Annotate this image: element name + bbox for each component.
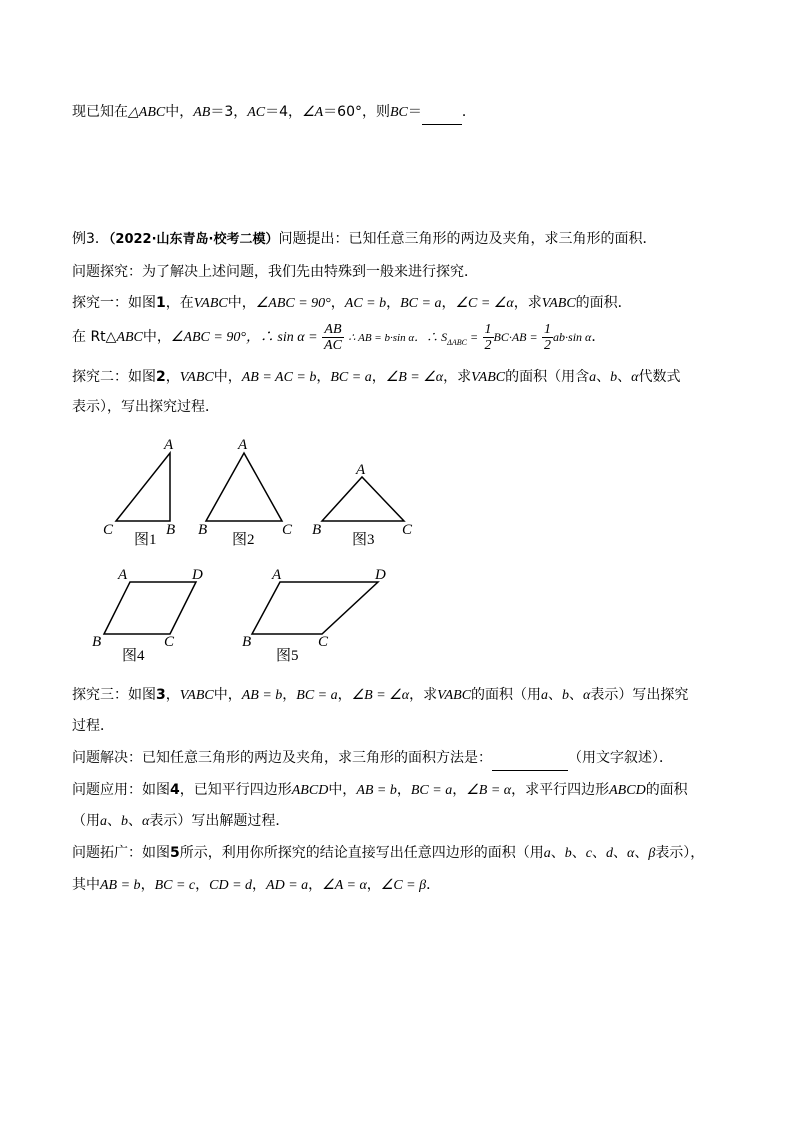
math-expr: CD = d (209, 878, 253, 893)
fig5-vertex-a: A (272, 567, 282, 583)
var: α (631, 370, 639, 385)
math-expr: ab·sin α (553, 330, 592, 344)
var: c (585, 846, 592, 861)
math-expr: BC = a (296, 688, 338, 703)
text: 其中 (72, 877, 100, 893)
fig2-vertex-c: C (282, 522, 293, 538)
text: ． (426, 877, 441, 893)
text: 问题解决：已知任意三角形的两边及夹角，求三角形的面积方法是： (72, 750, 492, 766)
segment-label: AC (247, 105, 266, 120)
text: ， (330, 295, 345, 311)
fig5-vertex-d: D (375, 567, 386, 583)
text: 、 (591, 845, 606, 861)
math-expr: AC = b (344, 296, 387, 311)
text: ． (591, 329, 606, 345)
math-expr: ∠C = ∠α (455, 296, 514, 311)
fig2-caption: 图2 (232, 532, 255, 548)
math-expr: BC·AB = (493, 330, 538, 344)
fig5-caption: 图5 (276, 648, 299, 664)
math-expr: AB = b (356, 783, 397, 798)
explore-2-line2: 表示），写出探究过程． (72, 399, 219, 415)
triangle-label: △ABC (128, 105, 166, 120)
example-source: （2022·山东青岛·校考二模） (108, 232, 279, 247)
text: ， (165, 369, 180, 385)
text: 表示）写出探究 (590, 687, 689, 703)
text: ，已知平行四边形 (179, 782, 292, 798)
math-expr: ∠ABC = 90° (170, 330, 246, 345)
text: ， (308, 877, 323, 893)
triangle-label: VABC (541, 296, 576, 311)
text: 在 Rt△ (72, 329, 117, 345)
shape-label: ABCD (291, 783, 329, 798)
figure-number: 3 (156, 687, 166, 703)
math-expr: BC = a (330, 370, 372, 385)
math-expr: ∠A = α (322, 878, 367, 893)
triangle-label: VABC (179, 688, 214, 703)
fig2-vertex-b: B (198, 522, 208, 538)
math-expr: AB = b (241, 688, 283, 703)
math-expr: ∠C = β (380, 878, 427, 893)
triangle-label: ABC (116, 330, 143, 345)
var: α (583, 688, 591, 703)
figure-5-quadrilateral (252, 582, 378, 634)
text: 中， (213, 687, 242, 703)
problem-apply (72, 780, 688, 801)
text: 中， (227, 295, 256, 311)
figure-1-triangle (116, 453, 170, 521)
text: 探究一：如图 (72, 295, 156, 311)
text: ． (461, 104, 476, 120)
previous-question (72, 102, 476, 125)
fig4-vertex-c: C (164, 634, 175, 650)
fraction-ab-ac (322, 322, 344, 353)
answer-blank (492, 750, 568, 771)
text: 的面积（用含 (505, 369, 590, 385)
subscript: ΔABC (447, 337, 467, 347)
rt-derivation (72, 320, 605, 360)
numerator: 1 (484, 321, 492, 337)
segment-label: BC (390, 105, 408, 120)
text: 、 (617, 369, 632, 385)
fraction-half (542, 322, 553, 353)
example-number: 例3． (72, 231, 109, 247)
text: ， (282, 687, 297, 703)
explore-3-line2: 过程． (72, 718, 114, 734)
segment-label: AB (193, 105, 211, 120)
var: α (626, 846, 635, 861)
math-expr: ∠B = α (466, 783, 512, 798)
problem-apply-line2 (72, 811, 289, 832)
fig1-vertex-b: B (166, 522, 176, 538)
text: 表示）， (655, 845, 705, 861)
figure-3-triangle (322, 477, 404, 521)
text: 的面积． (575, 295, 632, 311)
text: 、 (548, 687, 563, 703)
figure-4-parallelogram (104, 582, 196, 634)
answer-blank (422, 104, 462, 125)
text: ，求 (409, 687, 438, 703)
text: 中， (213, 369, 242, 385)
text: ＝3， (210, 104, 248, 120)
var: b (610, 370, 618, 385)
text: 表示）写出解题过程． (149, 813, 290, 829)
var: a (543, 846, 551, 861)
text: （用 (72, 813, 100, 829)
fig3-caption: 图3 (352, 532, 375, 548)
text: ＝ (407, 104, 422, 120)
explore-1 (72, 293, 632, 314)
fig5-vertex-c: C (318, 634, 329, 650)
explore-3 (72, 685, 688, 706)
math-expr: AD = a (266, 878, 309, 893)
explore-intro: 问题探究：为了解决上述问题，我们先由特殊到一般来进行探究． (72, 264, 478, 280)
explore-2 (72, 367, 680, 388)
denominator: 2 (484, 337, 492, 353)
figure-number: 2 (156, 369, 166, 385)
fig3-vertex-b: B (312, 522, 322, 538)
denominator: AC (324, 337, 342, 353)
math-expr: ，∴ sin α = (245, 330, 318, 345)
triangle-label: VABC (437, 688, 472, 703)
math-expr: BC = a (410, 783, 453, 798)
var: a (100, 814, 107, 829)
text: 代数式 (638, 369, 681, 385)
text: ＝60°，则 (323, 104, 390, 120)
fig4-vertex-d: D (192, 567, 203, 583)
text: 、 (596, 369, 611, 385)
text: ， (396, 782, 411, 798)
numerator: AB (322, 322, 344, 338)
problem-solve (72, 748, 673, 771)
text: 问题拓广：如图 (72, 845, 170, 861)
text: 、 (128, 813, 142, 829)
text: ， (366, 877, 381, 893)
text: 、 (634, 845, 649, 861)
var: β (648, 846, 656, 861)
figure-number: 1 (156, 295, 166, 311)
text: 、 (612, 845, 627, 861)
var: b (121, 814, 128, 829)
text: ，求 (443, 369, 472, 385)
math-expr: ∴ AB = b·sin α (348, 332, 415, 344)
text: 所示，利用你所探究的结论直接写出任意四边形的面积（用 (179, 845, 544, 861)
text: 的面积 (645, 782, 688, 798)
figure-number: 5 (170, 845, 180, 861)
text: ，求 (513, 295, 542, 311)
text: ， (316, 369, 331, 385)
text: 、 (569, 687, 584, 703)
fig1-vertex-c: C (103, 522, 114, 538)
angle-label: ∠A (302, 105, 324, 120)
text: 、 (550, 845, 565, 861)
text: ， (386, 295, 401, 311)
math-expr: AB = AC = b (241, 370, 317, 385)
text: 问题应用：如图 (72, 782, 170, 798)
text: 、 (571, 845, 586, 861)
math-expr: AB = b (100, 878, 141, 893)
text: ，在 (165, 295, 194, 311)
math-expr: ∠B = ∠α (351, 688, 410, 703)
text: 中， (328, 782, 357, 798)
text: ， (195, 877, 210, 893)
figure-2-triangle (206, 453, 282, 521)
triangle-label: VABC (471, 370, 506, 385)
triangle-label: VABC (193, 296, 228, 311)
math-expr: = (466, 330, 479, 344)
fig4-vertex-b: B (92, 634, 102, 650)
geometry-figures (0, 430, 794, 670)
text: ，求平行四边形 (511, 782, 610, 798)
fig3-vertex-c: C (402, 522, 413, 538)
fraction-half (483, 322, 494, 353)
text: 探究三：如图 (72, 687, 156, 703)
text: ， (252, 877, 267, 893)
math-expr: BC = a (400, 296, 442, 311)
var: a (589, 370, 597, 385)
fig1-caption: 图1 (134, 532, 157, 548)
fig4-vertex-a: A (118, 567, 128, 583)
var: b (564, 846, 572, 861)
shape-label: ABCD (609, 783, 646, 798)
fig3-vertex-a: A (356, 462, 366, 478)
text: 探究二：如图 (72, 369, 156, 385)
text: 中， (165, 104, 194, 120)
math-expr: ∠ABC = 90° (255, 296, 331, 311)
problem-extend-line2 (72, 875, 440, 896)
text: ， (165, 687, 180, 703)
var: b (562, 688, 570, 703)
figure-number: 4 (170, 782, 180, 798)
math-expr: ．∴ S (414, 330, 448, 344)
text: 的面积（用 (471, 687, 542, 703)
fig1-vertex-a: A (164, 437, 174, 453)
text: 中， (142, 329, 171, 345)
text: ， (140, 877, 155, 893)
var: α (142, 814, 150, 829)
example-3-heading (72, 229, 656, 250)
math-expr: BC = c (154, 878, 196, 893)
text: ， (452, 782, 467, 798)
text: （用文字叙述）． (568, 750, 673, 766)
fig4-caption: 图4 (122, 648, 145, 664)
text: ＝4， (265, 104, 303, 120)
text: 现已知在 (72, 104, 128, 120)
denominator: 2 (544, 337, 552, 353)
triangle-label: VABC (179, 370, 214, 385)
var: a (541, 688, 549, 703)
text: ， (371, 369, 386, 385)
fig5-vertex-b: B (242, 634, 252, 650)
fig2-vertex-a: A (238, 437, 248, 453)
numerator: 1 (544, 321, 552, 337)
var: d (605, 846, 613, 861)
text: 、 (107, 813, 121, 829)
math-expr: ∠B = ∠α (385, 370, 444, 385)
text: ， (441, 295, 456, 311)
text: ， (337, 687, 352, 703)
problem-statement: 问题提出：已知任意三角形的两边及夹角，求三角形的面积． (278, 231, 657, 247)
problem-extend (72, 843, 704, 864)
